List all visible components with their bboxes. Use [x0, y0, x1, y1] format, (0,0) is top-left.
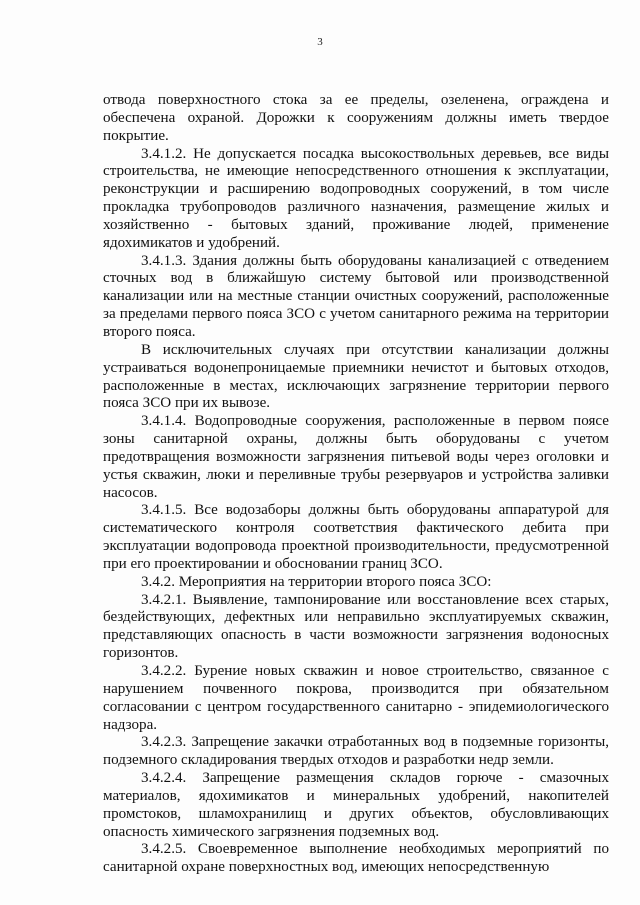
- document-body: [103, 92, 609, 877]
- paragraph-3-4-2-3: 3.4.2.3. Запрещение закачки отработанных вод в подземные горизонты, подземного складирования твердых отходов и разработки недр земли.: [103, 734, 609, 769]
- paragraph-3-4-1-3: 3.4.1.3. Здания должны быть оборудованы канализацией с отведением сточных вод в ближайшую систему бытовой или производственной канализации или на местные станции очистных сооружений, расположенные за пределами первого пояса ЗСО с учетом санитарного режима на территории второго пояса.: [103, 252, 609, 340]
- paragraph-continuation: отвода поверхностного стока за ее пределы, озеленена, ограждена и обеспечена охраной. Дорожки к сооружениям должны иметь твердое покрытие.: [103, 92, 609, 144]
- paragraph-3-4-2-5: 3.4.2.5. Своевременное выполнение необходимых мероприятий по санитарной охране поверхностных вод, имеющих непосредственную: [103, 841, 609, 876]
- paragraph-exceptional-cases: В исключительных случаях при отсутствии канализации должны устраиваться водонепроницаемые приемники нечистот и бытовых отходов, расположенные в местах, исключающих загрязнение территории первого пояса ЗСО при их вывозе.: [103, 341, 609, 412]
- paragraph-3-4-1-2: 3.4.1.2. Не допускается посадка высокоствольных деревьев, все виды строительства, не имеющие непосредственного отношения к эксплуатации, реконструкции и расширению водопроводных сооружений, в том числе прокладка трубопроводов различного назначения, размещение жилых и хозяйственно - бытовых зданий, проживание людей, применение ядохимикатов и удобрений.: [103, 145, 609, 251]
- paragraph-3-4-1-5: 3.4.1.5. Все водозаборы должны быть оборудованы аппаратурой для систематического контроля соответствия фактического дебита при эксплуатации водопровода проектной производительности, предусмотренной при его проектировании и обосновании границ ЗСО.: [103, 502, 609, 572]
- paragraph-3-4-2-4: 3.4.2.4. Запрещение размещения складов горюче - смазочных материалов, ядохимикатов и минеральных удобрений, накопителей промстоков, шламохранилищ и других объектов, обусловливающих опасность химического загрязнения подземных вод.: [103, 770, 609, 840]
- paragraph-3-4-2-2: 3.4.2.2. Бурение новых скважин и новое строительство, связанное с нарушением почвенного покрова, производится при обязательном согласовании с центром государственного санитарно - эпидемиологического надзора.: [103, 663, 609, 733]
- paragraph-3-4-1-4: 3.4.1.4. Водопроводные сооружения, расположенные в первом поясе зоны санитарной охраны, должны быть оборудованы с учетом предотвращения возможности загрязнения питьевой воды через оголовки и устья скважин, люки и переливные трубы резервуаров и устройства заливки насосов.: [103, 413, 609, 501]
- section-heading-3-4-2: 3.4.2. Мероприятия на территории второго пояса ЗСО:: [141, 573, 492, 590]
- paragraph-3-4-2-1: 3.4.2.1. Выявление, тампонирование или восстановление всех старых, бездействующих, дефектных или неправильно эксплуатируемых скважин, представляющих опасность в части возможности загрязнения водоносных горизонтов.: [103, 591, 609, 662]
- page-number: 3: [317, 36, 323, 48]
